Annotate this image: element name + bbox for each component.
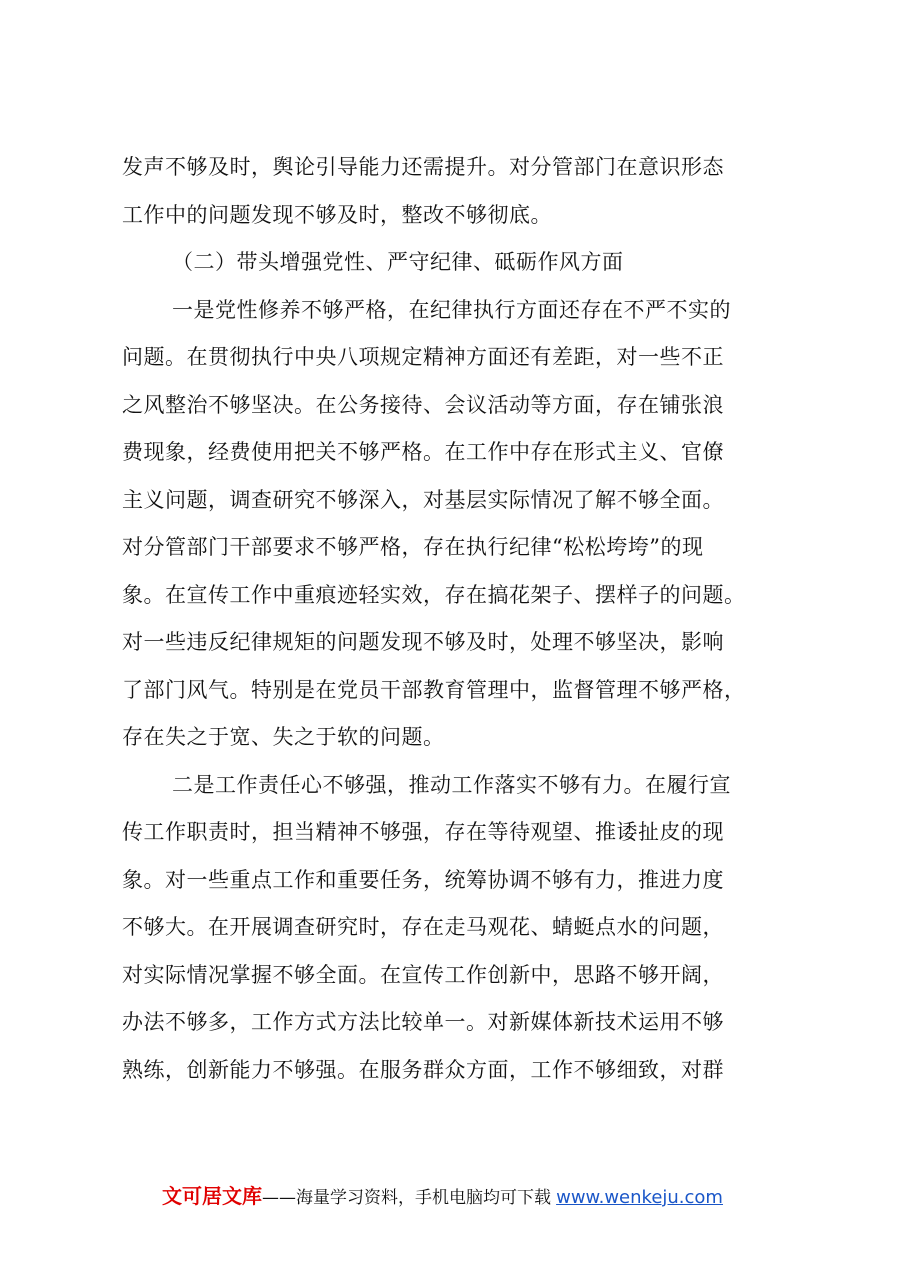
body-line: 对实际情况掌握不够全面。在宣传工作创新中，思路不够开阔，	[122, 962, 724, 987]
section-heading: （二）带头增强党性、严守纪律、砥砺作风方面	[172, 250, 624, 274]
body-line: 对分管部门干部要求不够严格，存在执行纪律“松松垮垮”的现	[122, 535, 704, 559]
page-footer	[162, 1182, 723, 1210]
body-line: 主义问题，调查研究不够深入，对基层实际情况了解不够全面。	[122, 487, 724, 512]
body-line: 象。在宣传工作中重痕迹轻实效，存在搞花架子、摆样子的问题。	[122, 582, 746, 607]
footer-brand: 文可居文库	[162, 1184, 262, 1208]
body-line: 传工作职责时，担当精神不够强，存在等待观望、推诿扯皮的现	[122, 820, 724, 844]
body-line: 问题。在贯彻执行中央八项规定精神方面还有差距，对一些不正	[122, 345, 724, 369]
footer-website-link[interactable]: www.wenkeju.com	[556, 1187, 723, 1208]
body-line: 了部门风气。特别是在党员干部教育管理中，监督管理不够严格，	[122, 677, 746, 702]
body-line: 发声不够及时，舆论引导能力还需提升。对分管部门在意识形态	[122, 155, 724, 179]
body-line: 费现象，经费使用把关不够严格。在工作中存在形式主义、官僚	[122, 440, 724, 464]
body-line: 对一些违反纪律规矩的问题发现不够及时，处理不够坚决，影响	[122, 630, 724, 654]
body-line: 不够大。在开展调查研究时，存在走马观花、蜻蜓点水的问题，	[122, 915, 724, 939]
body-line: 象。对一些重点工作和重要任务，统筹协调不够有力，推进力度	[122, 867, 724, 892]
paragraph-start-line: 一是党性修养不够严格，在纪律执行方面还存在不严不实的	[172, 297, 731, 322]
body-line: 工作中的问题发现不够及时，整改不够彻底。	[122, 202, 552, 227]
document-body	[122, 144, 790, 1094]
body-line: 熟练，创新能力不够强。在服务群众方面，工作不够细致，对群	[122, 1057, 724, 1082]
paragraph-start-line: 二是工作责任心不够强，推动工作落实不够有力。在履行宣	[172, 772, 731, 797]
body-line: 办法不够多，工作方式方法比较单一。对新媒体新技术运用不够	[122, 1010, 724, 1034]
body-line: 存在失之于宽、失之于软的问题。	[122, 725, 445, 749]
body-line: 之风整治不够坚决。在公务接待、会议活动等方面，存在铺张浪	[122, 392, 724, 417]
footer-description: ——海量学习资料，手机电脑均可下载	[262, 1188, 551, 1208]
